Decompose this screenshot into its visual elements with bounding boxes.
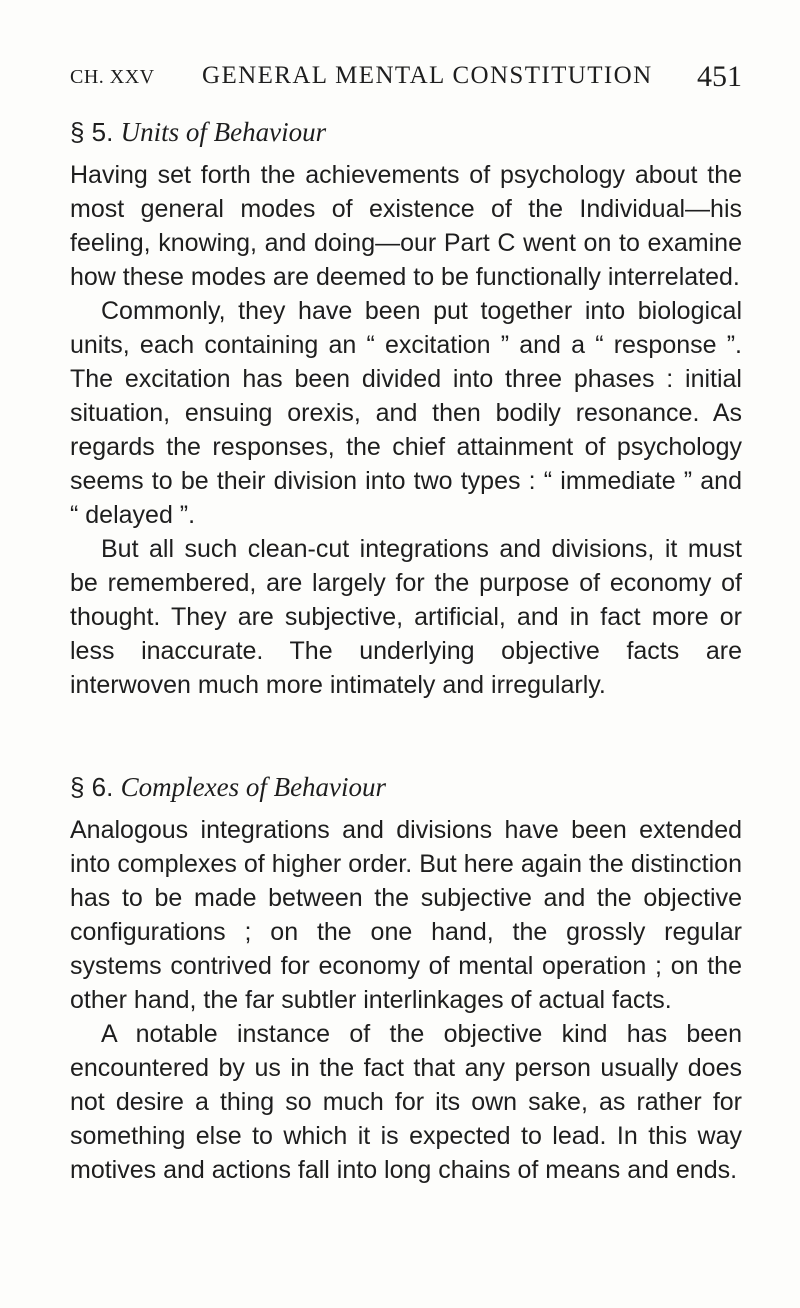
section-heading-6 <box>70 772 386 803</box>
section-number: § 5. <box>70 117 114 147</box>
paragraph: Analogous integrations and divisions have been extended into complexes of higher order. But here again the distinction has to be made between the subjective and the objective configurations ; on the one hand, the grossly regular systems contrived for economy of mental operation ; on the other hand, the far subtler interlinkages of actual facts. <box>70 816 742 1014</box>
section-5-body <box>70 158 742 702</box>
paragraph: But all such clean-cut integrations and divisions, it must be remembered, are largely for the purpose of economy of thought. They are subjective, artificial, and in fact more or less inaccurate. The underlying objective facts are interwoven much more intimately and irregularly. <box>70 535 742 699</box>
section-heading-5 <box>70 117 326 148</box>
section-title: Units of Behaviour <box>120 117 327 147</box>
paragraph: Having set forth the achievements of psychology about the most general modes of existence of the Individual—his feeling, knowing, and doing—our Part C went on to examine how these modes are deemed to be functionally interrelated. <box>70 161 742 291</box>
page-number: 451 <box>697 60 742 93</box>
section-title: Complexes of Behaviour <box>120 772 387 802</box>
paragraph: A notable instance of the objective kind has been encountered by us in the fact that any person usually does not desire a thing so much for its own sake, as rather for something else to which it is expected to lead. In this way motives and actions fall into long chains of means and ends. <box>70 1020 742 1184</box>
running-title: GENERAL MENTAL CONSTITUTION <box>202 62 653 89</box>
paragraph: Commonly, they have been put together into biological units, each containing an “ excitation ” and a “ response ”. The excitation has been divided into three phases : initial situation, ensuing orexis, and then bodily resonance. As regards the responses, the chief attainment of psychology seems to be their division into two types : “ immediate ” and “ delayed ”. <box>70 297 742 529</box>
running-head <box>70 58 742 98</box>
chapter-label: CH. XXV <box>70 66 155 88</box>
section-6-body <box>70 813 742 1187</box>
section-number: § 6. <box>70 772 114 802</box>
